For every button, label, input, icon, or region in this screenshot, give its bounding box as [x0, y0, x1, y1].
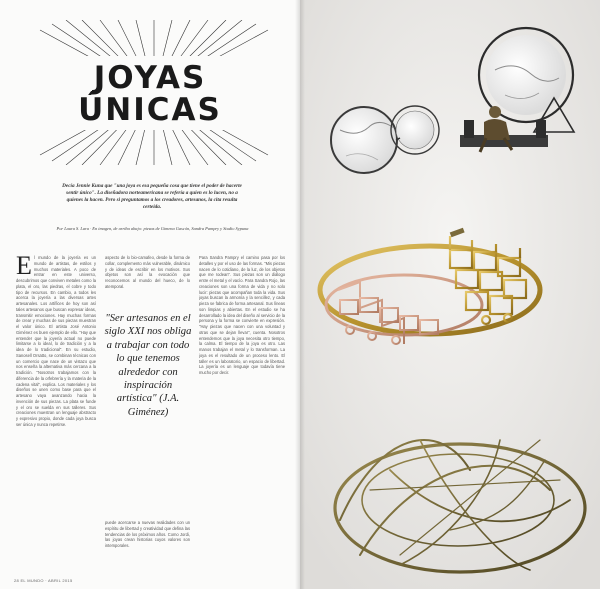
- pull-quote: "Ser artesanos en el siglo XXI nos obliga a trabajar con todo lo que tenemos alrededor con inspiración artística" (J.A. Giménez): [104, 313, 192, 418]
- byline: Por Laura S. Lara · En imagen, de arriba abajo: piezas de Gimena Gascón, Sandra Pampry y Studio Sypuna: [56, 226, 249, 231]
- body-column-3: Para Sandra Pampry el camino pasa por los detalles y por el uso de las formas. "Mis piezas nacen de lo cotidiano, de la luz, de los objetos que me rodean". Sus piezas son un diálogo entre el metal y el vacío. Para Sandra Rojo, las creaciones son una forma de vida y no solo lucir: piezas que acompañan toda la vida. Sus joyas buscan la armonía y la sencillez, y cada pieza se fabrica de forma artesanal. Sus líneas son limpias y abiertas. En el estudio se ha desarrollado la idea del diseño al servicio de la persona y la forma se convierte en expresión. "Hay piezas que nacen con una voluntad y otras que se dejan llevar", cuenta. Nosotros entendemos que la joya necesita otro tiempo, la calma. El tiempo de la joya es otro. Las manos trabajan el metal y lo transforman. La joya es el resultado de un proceso lento. El taller es un laboratorio, un espacio de libertad. La joyería es un lenguaje que todavía tiene mucho por decir.: [199, 255, 285, 375]
- page-folio: 28 EL MUNDO · ABRIL 2015: [14, 578, 73, 583]
- jewelry-photographs: [300, 0, 600, 589]
- body-column-1: [16, 255, 96, 577]
- intro-deck: Decía Jennie Kuna que "una joya es esa pequeña cosa que tiene el poder de hacerte sentir único". La diseñadora norteamericana se refería a quien es lo lucen, no a quienes la hacen. Pero si preguntamos a los creadores, artesanos, la cita resulta certeida.: [62, 183, 242, 210]
- body-column-2-bottom: puede acercarse a nuevas realidades con un espíritu de libertad y creatividad que defina las tendencias de los próximos años. Como Jordi, las joyas crean historias cuyos valores son intemporales.: [105, 520, 190, 548]
- body-column-2-top: aspecto de lo bio-camafeo, desde la forma de collar, complemento más vulnerable, dinámico y de ideas de escribir en los motivos. Sus objetos son así la evocación que reconocemos al mundo del hueco, de lo atemporal.: [105, 255, 190, 289]
- headline-line-1: JOYAS: [93, 60, 207, 96]
- drop-cap: E: [16, 255, 32, 280]
- spine-shadow: [295, 0, 305, 589]
- headline-line-2: ÚNICAS: [78, 92, 222, 128]
- right-page: [300, 0, 600, 589]
- body-column-1-text: l mundo de la joyería es un mundo de artistas, de estilos y muchos materiales. A poco de entrar en este universo, descubrimos que conviven metales como la plata, el oro, las piedras, el cobre y todo tipo de recursos. En cambio, a todos les acerca la joyería a las diversas artes artesanales. Los artífices de hoy son así tales artesanos que buscan expresar ideas, transmitir emociones. Hay muchas formas de crear y muchas de sus piezas muestran el valor único. El artista José Antonio Giménez es buen ejemplo de ello. "Hay que entender que la joyería actual no puede limitarse a lo ideal, lo de tradición y a la idea de lo tradicional". En su estudio, Sanosell Orsatto, se combinan técnicas con un comercio que nace de un vistazo que nos enseña la alternativa más cercana a la tradición. "Nosotros trabajamos con la diferencia de la orfebrería y la materia de la cadena vital", explica. Los materiales y los diseños se unen como base para que el artesano vaya avanzando hacia la invención de sus piezas. La plata se funde y el oro se suelda en sus talleres. Sus creaciones muestran un lenguaje abstracto y expresivo propio, donde cada joya busca ser única y nunca repetirse.: [16, 255, 96, 427]
